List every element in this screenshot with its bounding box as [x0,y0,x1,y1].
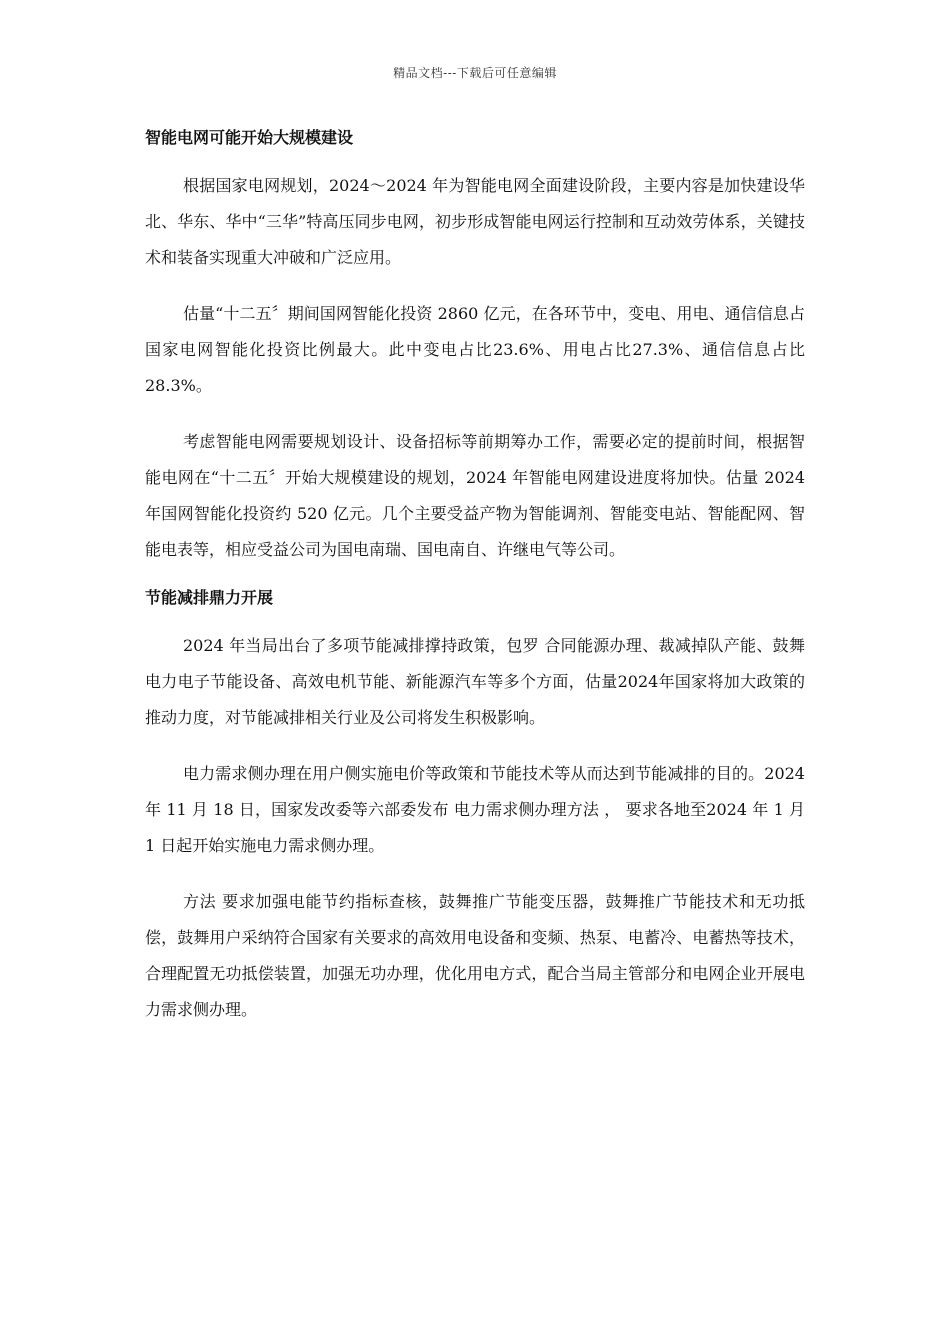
paragraph: 2024 年当局出台了多项节能减排撑持政策，包罗 合同能源办理、裁减掉队产能、鼓舞电力电子节能设备、高效电机节能、新能源汽车等多个方面，估量2024年国家将加大政策的推动力度，对节能减排相关行业及公司将发生积极影响。 [145,636,805,727]
paragraph: 电力需求侧办理在用户侧实施电价等政策和节能技术等从而达到节能减排的目的。2024 年 11 月 18 日，国家发改委等六部委发布 电力需求侧办理方法 ， 要求各地至2024 年 1 月1 日起开始实施电力需求侧办理。 [145,764,805,855]
document-body [145,120,805,1048]
section-heading: 智能电网可能开始大规模建设 [145,128,354,147]
paragraph: 根据国家电网规划，2024～2024 年为智能电网全面建设阶段，主要内容是加快建设华北、华东、华中“三华”特高压同步电网，初步形成智能电网运行控制和互动效劳体系，关键技术和装备实现重大冲破和广泛应用。 [145,176,805,267]
section-energy-saving [145,586,805,1028]
paragraph: 考虑智能电网需要规划设计、设备招标等前期筹办工作，需要必定的提前时间，根据智能电网在“十二五〞开始大规模建设的规划，2024 年智能电网建设进度将加快。估量 2024 年国网智能化投资约 520 亿元。几个主要受益产物为智能调剂、智能变电站、智能配网、智能电表等，相应受益公司为国电南瑞、国电南自、许继电气等公司。 [145,432,805,559]
paragraph: 方法 要求加强电能节约指标查核，鼓舞推广节能变压器，鼓舞推广节能技术和无功抵偿，鼓舞用户采纳符合国家有关要求的高效用电设备和变频、热泵、电蓄冷、电蓄热等技术，合理配置无功抵偿装置，加强无功办理，优化用电方式，配合当局主管部分和电网企业开展电力需求侧办理。 [145,892,805,1019]
section-smart-grid [145,126,805,568]
section-heading: 节能减排鼎力开展 [145,588,274,607]
page-header: 精品文档---下载后可任意编辑 [393,66,557,80]
paragraph: 估量“十二五〞期间国网智能化投资 2860 亿元，在各环节中，变电、用电、通信信息占国家电网智能化投资比例最大。此中变电占比23.6%、用电占比27.3%、通信信息占比28.3%。 [145,304,805,395]
